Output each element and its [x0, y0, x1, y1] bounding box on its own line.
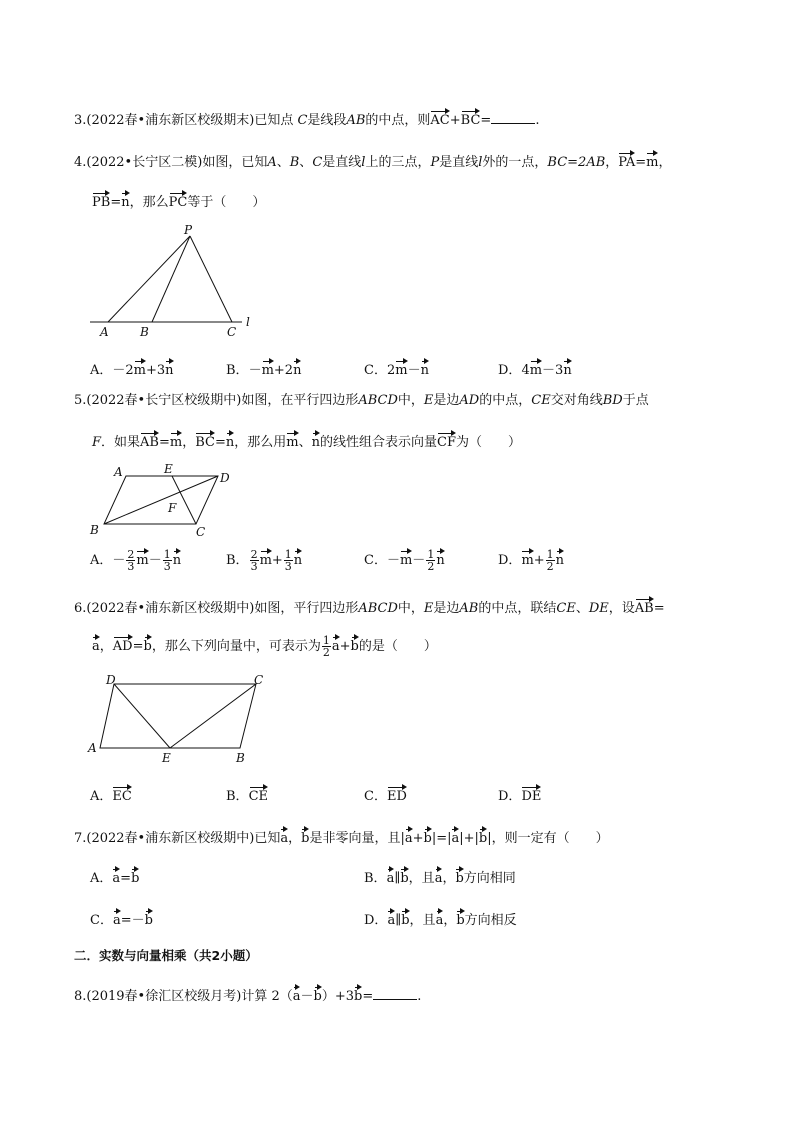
numerator: 1	[163, 548, 171, 561]
question-text: 是边	[433, 601, 460, 616]
label-a: A	[100, 325, 109, 339]
question-text: 为（ ）	[456, 435, 522, 450]
segment-pb	[152, 236, 190, 322]
vector-b: b	[424, 826, 432, 848]
point-label: E	[423, 393, 434, 408]
question-source: (2022春•浦东新区校级期中)	[86, 601, 255, 616]
question-text: 是非零向量，且|	[309, 831, 405, 846]
option-c[interactable]	[364, 784, 407, 806]
label-b: B	[90, 523, 99, 537]
option-b[interactable]	[364, 866, 516, 888]
operator: +	[412, 831, 424, 846]
coefficient: 4	[521, 363, 530, 378]
question-source: (2022春•浦东新区校级期中)	[86, 831, 255, 846]
question-number: 8.	[74, 989, 87, 1004]
vector-m: m	[136, 548, 148, 570]
sign: －	[148, 553, 162, 568]
vector-n: n	[173, 548, 181, 570]
fraction	[546, 549, 555, 572]
numerator: 1	[284, 548, 292, 561]
vector-a: a	[405, 826, 413, 848]
vector-n: n	[436, 548, 444, 570]
question-text: ，那么用	[234, 435, 287, 450]
operator: =	[480, 113, 492, 128]
vector-a: a	[387, 908, 395, 930]
vector-b: b	[145, 908, 153, 930]
segment-label: AB	[459, 601, 479, 616]
vector-a: a	[92, 634, 100, 656]
vector-pa: PA	[618, 150, 635, 172]
punctuation: .	[535, 113, 540, 128]
vector-pb: PB	[92, 190, 110, 212]
option-label: C．	[364, 363, 387, 378]
question-text: 的中点，联结	[478, 601, 557, 616]
parallelogram-abcd	[100, 684, 256, 748]
segment-label: CE	[531, 393, 551, 408]
coefficient: －	[407, 363, 421, 378]
segment-label: AD	[459, 393, 480, 408]
vector-a: a	[112, 866, 120, 888]
question-text: |，则一定有（ ）	[487, 831, 609, 846]
point-label: P	[430, 155, 440, 170]
question-text: 上的三点，	[365, 155, 431, 170]
vector-ec: EC	[112, 784, 131, 806]
vector-a: a	[280, 826, 288, 848]
option-label: A．	[90, 363, 113, 378]
question-text: 中，	[397, 393, 424, 408]
vector-b: b	[314, 984, 322, 1006]
option-b[interactable]	[226, 548, 302, 572]
vector-n: n	[226, 430, 234, 452]
vector-m: m	[260, 548, 272, 570]
answer-blank[interactable]	[373, 987, 417, 1000]
segment-pc	[190, 236, 232, 322]
separator: ，	[288, 831, 302, 846]
question-text: 已知点	[254, 113, 294, 128]
denominator: 3	[127, 560, 135, 573]
vector-n: n	[165, 358, 173, 380]
vector-ab: AB	[635, 596, 654, 618]
label-d: D	[106, 673, 116, 687]
sign: －	[386, 553, 400, 568]
question-text: 外的一点，	[482, 155, 548, 170]
point-label: E	[423, 601, 434, 616]
vector-pc: PC	[169, 190, 188, 212]
vector-a: a	[451, 826, 459, 848]
coefficient: －2	[112, 363, 134, 378]
operator: =	[132, 639, 144, 654]
question-text: ，那么	[129, 195, 169, 210]
option-label: D．	[364, 913, 388, 928]
question-text: |=|	[431, 831, 452, 846]
label-a: A	[88, 741, 97, 755]
separator: ，	[442, 871, 456, 886]
label-d: D	[220, 471, 230, 485]
vector-ce: CE	[249, 784, 268, 806]
operator: =	[362, 989, 374, 1004]
separator: 、	[575, 601, 589, 616]
fraction	[250, 549, 259, 572]
vector-n: n	[312, 430, 320, 452]
option-label: A．	[90, 789, 113, 804]
sign: －	[412, 553, 426, 568]
option-b[interactable]	[226, 784, 268, 806]
label-e: E	[164, 462, 173, 476]
question-5-cont	[92, 430, 521, 452]
question-text: 计算 2（	[241, 989, 293, 1004]
operator: +	[339, 639, 351, 654]
vector-ed: ED	[387, 784, 407, 806]
operator: +	[449, 113, 461, 128]
label-l: l	[246, 315, 250, 329]
sign: +	[533, 553, 545, 568]
vector-m: m	[530, 358, 542, 380]
operator: =－	[120, 913, 145, 928]
question-text: ）+3	[321, 989, 354, 1004]
denominator: 2	[322, 646, 330, 659]
label-f: F	[168, 501, 177, 515]
question-number: 3.	[74, 113, 87, 128]
fraction	[322, 635, 331, 658]
question-8	[74, 984, 421, 1006]
option-d[interactable]	[364, 908, 517, 930]
label-b: B	[236, 751, 245, 765]
line-label: l	[478, 155, 483, 170]
question-7	[74, 826, 609, 848]
vector-de: DE	[521, 784, 541, 806]
question-source: (2022春•浦东新区校级期末)	[86, 113, 255, 128]
vector-b: b	[351, 634, 359, 656]
question-text: 的线性组合表示向量	[320, 435, 438, 450]
question-text: 是直线	[439, 155, 479, 170]
vector-b: b	[144, 634, 152, 656]
operator: =	[110, 195, 122, 210]
question-number: 4.	[74, 155, 87, 170]
operator: =	[635, 155, 647, 170]
option-c[interactable]	[364, 358, 429, 380]
option-a[interactable]	[90, 358, 174, 380]
segment-ce	[172, 476, 196, 524]
vector-m: m	[646, 150, 658, 172]
vector-ab: AB	[140, 430, 159, 452]
sign: +	[271, 553, 283, 568]
point-label: C	[297, 113, 308, 128]
coefficient: －3	[542, 363, 564, 378]
point-label: F	[92, 435, 102, 450]
question-text: 如图，已知	[202, 155, 268, 170]
option-text: 方向相反	[464, 913, 517, 928]
label-b: B	[140, 325, 149, 339]
vector-a: a	[113, 908, 121, 930]
option-label: C．	[90, 913, 113, 928]
coefficient: +2	[273, 363, 294, 378]
question-text: |+|	[459, 831, 479, 846]
vector-n: n	[293, 358, 301, 380]
vector-n: n	[121, 190, 129, 212]
separator: ，	[658, 155, 672, 170]
question-text: 中，	[397, 601, 424, 616]
vector-m: m	[400, 548, 412, 570]
question-text: ．如果	[101, 435, 141, 450]
vector-n: n	[294, 548, 302, 570]
point-label: A	[267, 155, 277, 170]
question-source: (2019春•徐汇区校级月考)	[86, 989, 242, 1004]
option-label: B．	[226, 553, 249, 568]
denominator: 3	[250, 560, 258, 573]
point-label: C	[312, 155, 323, 170]
question-text: 已知	[254, 831, 281, 846]
question-text: 是直线	[322, 155, 362, 170]
question-text: 如图，平行四边形	[254, 601, 359, 616]
shape-label: ABCD	[358, 393, 398, 408]
vector-n: n	[421, 358, 429, 380]
option-text: 方向相同	[463, 871, 516, 886]
vector-bc: BC	[461, 108, 481, 130]
option-label: A．	[90, 871, 113, 886]
question-source: (2022春•长宁区校级期中)	[86, 393, 242, 408]
vector-m: m	[134, 358, 146, 380]
option-d[interactable]	[498, 358, 572, 380]
coefficient: －	[248, 363, 262, 378]
option-a[interactable]	[90, 784, 132, 806]
vector-b: b	[401, 908, 409, 930]
sign: －	[112, 553, 126, 568]
segment-label: AB	[346, 113, 366, 128]
separator: ，	[99, 639, 113, 654]
separator: 、	[299, 155, 313, 170]
option-label: B．	[226, 363, 249, 378]
option-c[interactable]	[364, 548, 445, 572]
question-number: 6.	[74, 601, 87, 616]
option-label: B．	[226, 789, 249, 804]
vector-m: m	[521, 548, 533, 570]
vector-a: a	[332, 634, 340, 656]
segment-label: BD	[602, 393, 623, 408]
denominator: 3	[163, 560, 171, 573]
coefficient: 2	[386, 363, 396, 378]
vector-m: m	[395, 358, 407, 380]
vector-a: a	[293, 984, 301, 1006]
vector-cf: CF	[437, 430, 456, 452]
question-text: 的是（ ）	[358, 639, 437, 654]
option-label: C．	[364, 789, 387, 804]
operator: =	[159, 435, 170, 450]
vector-b: b	[354, 984, 362, 1006]
vector-b: b	[479, 826, 487, 848]
operator: =	[215, 435, 226, 450]
question-text: 是线段	[307, 113, 347, 128]
label-c: C	[196, 525, 206, 539]
vector-a: a	[435, 866, 443, 888]
question-4-cont	[92, 190, 265, 212]
vector-m: m	[170, 430, 182, 452]
condition: BC=2AB	[547, 155, 606, 170]
segment-pa	[108, 236, 190, 322]
question-source: (2022•长宁区二模)	[86, 155, 203, 170]
question-6	[74, 596, 665, 618]
coefficient: +3	[146, 363, 166, 378]
operator: ∥	[394, 871, 401, 886]
numerator: 1	[546, 548, 554, 561]
segment-label: DE	[588, 601, 609, 616]
option-d[interactable]	[498, 548, 564, 572]
operator: =	[653, 601, 665, 616]
fraction	[426, 549, 435, 572]
line-label: l	[361, 155, 366, 170]
option-label: A．	[90, 553, 113, 568]
option-d[interactable]	[498, 784, 541, 806]
fraction	[163, 549, 172, 572]
figure-q5-parallelogram	[86, 462, 236, 542]
option-label: D．	[498, 789, 522, 804]
question-text: 等于（ ）	[187, 195, 266, 210]
fraction	[284, 549, 293, 572]
segment-label: CE	[556, 601, 576, 616]
vector-a: a	[436, 908, 444, 930]
separator: ，	[182, 435, 196, 450]
separator: 、	[276, 155, 290, 170]
vector-b: b	[400, 866, 408, 888]
vector-m: m	[262, 358, 274, 380]
vector-b: b	[131, 866, 139, 888]
shape-label: ABCD	[358, 601, 398, 616]
separator: ，	[443, 913, 457, 928]
label-e: E	[162, 751, 171, 765]
operator: ∥	[395, 913, 402, 928]
vector-n: n	[556, 548, 564, 570]
question-4	[74, 150, 672, 172]
vector-ac: AC	[430, 108, 449, 130]
numerator: 2	[250, 548, 258, 561]
numerator: 1	[322, 634, 330, 647]
vector-b: b	[301, 826, 309, 848]
option-c[interactable]	[90, 908, 153, 930]
question-text: ，那么下列向量中，可表示为	[151, 639, 321, 654]
vector-b: b	[456, 908, 464, 930]
vector-b: b	[455, 866, 463, 888]
fraction	[126, 549, 135, 572]
question-number: 7.	[74, 831, 87, 846]
question-5	[74, 392, 649, 410]
punctuation: .	[417, 989, 422, 1004]
vector-n: n	[563, 358, 571, 380]
question-text: 于点	[622, 393, 649, 408]
segment-ce	[170, 684, 256, 748]
section-heading: 二．实数与向量相乘（共2小题）	[74, 948, 258, 963]
answer-blank[interactable]	[491, 111, 535, 124]
option-label: C．	[364, 553, 387, 568]
option-a[interactable]	[90, 866, 139, 888]
option-a[interactable]	[90, 548, 181, 572]
option-label: B．	[364, 871, 387, 886]
vector-a: a	[387, 866, 395, 888]
vector-ad: AD	[113, 634, 133, 656]
separator: ，	[605, 155, 619, 170]
question-text: 的中点，则	[365, 113, 431, 128]
operator: =	[120, 871, 132, 886]
question-text: 的中点，	[479, 393, 532, 408]
figure-q6-parallelogram	[86, 670, 286, 770]
operator: －	[300, 989, 314, 1004]
option-b[interactable]	[226, 358, 301, 380]
segment-de	[114, 684, 170, 748]
numerator: 1	[427, 548, 435, 561]
option-text: ，且	[409, 913, 436, 928]
denominator: 2	[427, 560, 435, 573]
option-text: ，且	[408, 871, 435, 886]
denominator: 3	[284, 560, 292, 573]
question-text: 如图，在平行四边形	[241, 393, 359, 408]
label-c: C	[254, 673, 264, 687]
denominator: 2	[546, 560, 554, 573]
numerator: 2	[127, 548, 135, 561]
question-text: 是边	[433, 393, 460, 408]
vector-m: m	[286, 430, 298, 452]
separator: 、	[298, 435, 312, 450]
label-c: C	[227, 325, 237, 339]
vector-bc: BC	[195, 430, 215, 452]
question-3	[74, 108, 539, 130]
point-label: B	[289, 155, 300, 170]
question-6-cont	[92, 634, 437, 658]
label-p: P	[184, 223, 193, 237]
question-text: ，设	[608, 601, 635, 616]
option-label: D．	[498, 363, 522, 378]
question-number: 5.	[74, 393, 87, 408]
option-label: D．	[498, 553, 522, 568]
diagonal-bd	[104, 476, 218, 524]
question-text: 交对角线	[550, 393, 603, 408]
figure-q4-triangle	[80, 222, 270, 340]
label-a: A	[114, 465, 123, 479]
